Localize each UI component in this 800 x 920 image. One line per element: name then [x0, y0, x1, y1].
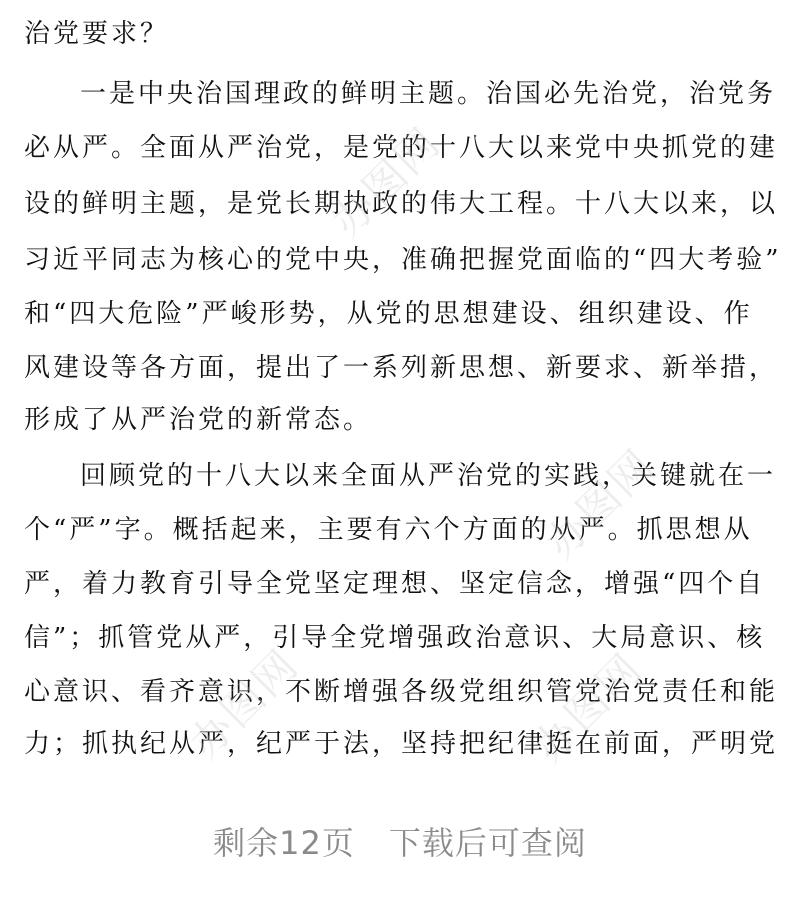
text-line: 治党要求？ [24, 19, 170, 49]
watermark-logo: 办图网 [179, 639, 308, 768]
text-line: 设的鲜明主题，是党长期执政的伟大工程。十八大以来，以 [24, 189, 779, 219]
text-line: 力；抓执纪从严，纪严于法，坚持把纪律挺在前面，严明党 [24, 729, 779, 759]
text-line: 严，着力教育引导全党坚定理想、坚定信念，增强“四个自 [24, 569, 766, 599]
download-to-view-text: 下载后可查阅 [388, 824, 587, 862]
text-line: 个“严”字。概括起来，主要有六个方面的从严。抓思想从 [24, 515, 753, 545]
watermark-logo: 办图网 [321, 117, 450, 246]
text-line: 习近平同志为核心的党中央，准确把握党面临的“四大考验” [24, 245, 782, 275]
text-line: 信”；抓管党从严，引导全党增强政治意识、大局意识、核 [24, 623, 766, 653]
text-line: 必从严。全面从严治党，是党的十八大以来党中央抓党的建 [24, 133, 779, 163]
text-line: 和“四大危险”严峻形势，从党的思想建设、组织建设、作 [24, 299, 753, 329]
watermark-logo: 办图网 [523, 643, 652, 772]
download-prompt[interactable] [0, 818, 800, 864]
text-line: 风建设等各方面，提出了一系列新思想、新要求、新举措， [24, 353, 779, 383]
watermark-logo: 办图网 [535, 439, 664, 568]
text-line: 心意识、看齐意识，不断增强各级党组织管党治党责任和能 [24, 677, 779, 707]
paragraph-start: 回顾党的十八大以来全面从严治党的实践，关键就在一 [80, 461, 777, 491]
remaining-pages-text: 剩余12页 [213, 824, 355, 862]
paragraph-start: 一是中央治国理政的鲜明主题。治国必先治党，治党务 [80, 79, 777, 109]
text-line: 形成了从严治党的新常态。 [24, 405, 373, 435]
